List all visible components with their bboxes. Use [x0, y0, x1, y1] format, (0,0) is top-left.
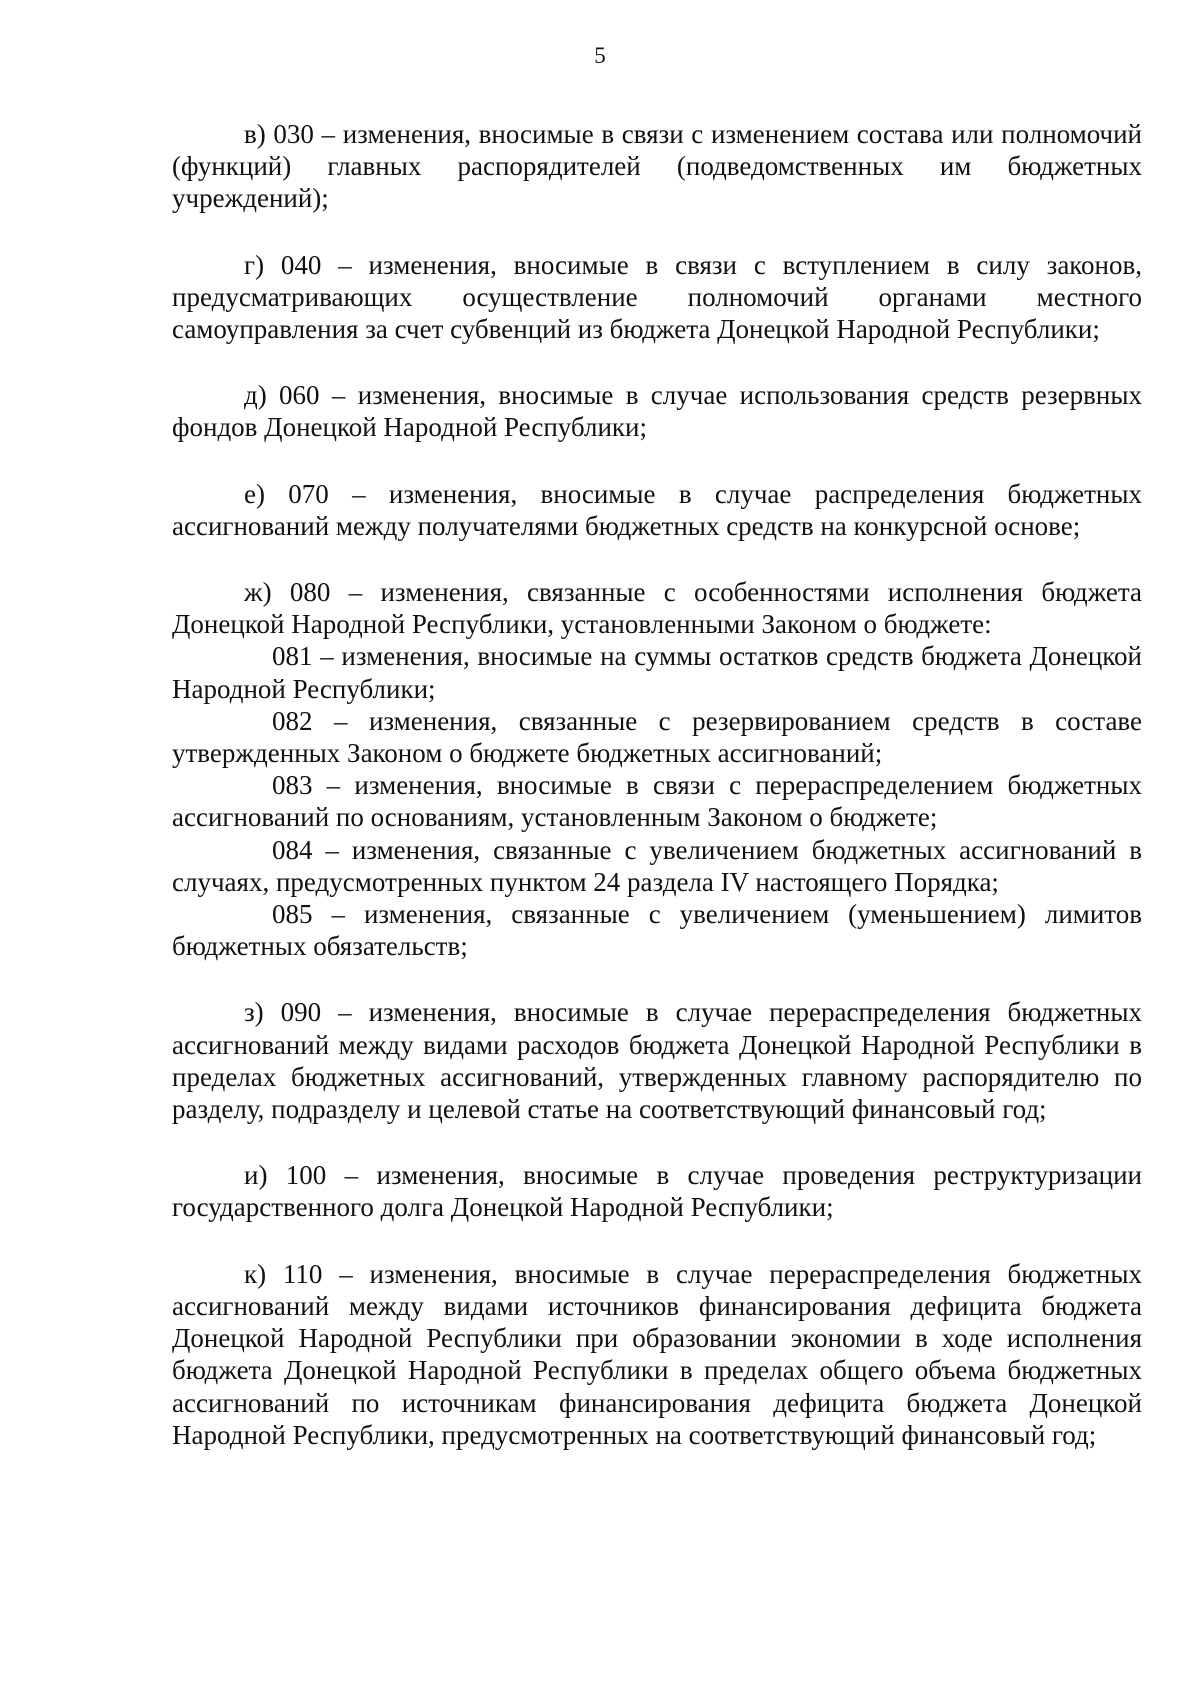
paragraph-070: е) 070 – изменения, вносимые в случае распределения бюджетных ассигнований между получателями бюджетных средств на конкурсной основе;	[172, 478, 1142, 541]
subparagraph-081: 081 – изменения, вносимые на суммы остатков средств бюджета Донецкой Народной Республики;	[172, 641, 1142, 704]
paragraph-090: з) 090 – изменения, вносимые в случае перераспределения бюджетных ассигнований между видами расходов бюджета Донецкой Народной Республики в пределах бюджетных ассигнований, утвержденных главному распорядителю по разделу, подразделу и целевой статье на соответствующий финансовый год;	[172, 997, 1142, 1125]
paragraph-100: и) 100 – изменения, вносимые в случае проведения реструктуризации государственного долга Донецкой Народной Республики;	[172, 1160, 1142, 1223]
subparagraph-085: 085 – изменения, связанные с увеличением (уменьшением) лимитов бюджетных обязательств;	[172, 899, 1142, 962]
subparagraph-083: 083 – изменения, вносимые в связи с перераспределением бюджетных ассигнований по основаниям, установленным Законом о бюджете;	[172, 770, 1142, 833]
paragraph-110: к) 110 – изменения, вносимые в случае перераспределения бюджетных ассигнований между видами источников финансирования дефицита бюджета Донецкой Народной Республики при образовании экономии в ходе исполнения бюджета Донецкой Народной Республики в пределах общего объема бюджетных ассигнований по источникам финансирования дефицита бюджета Донецкой Народной Республики, предусмотренных на соответствующий финансовый год;	[172, 1258, 1142, 1450]
paragraph-030: в) 030 – изменения, вносимые в связи с изменением состава или полномочий (функций) главных распорядителей (подведомственных им бюджетных учреждений);	[172, 119, 1142, 214]
subparagraph-082: 082 – изменения, связанные с резервированием средств в составе утвержденных Законом о бюджете бюджетных ассигнований;	[172, 705, 1142, 769]
subparagraph-084: 084 – изменения, связанные с увеличением бюджетных ассигнований в случаях, предусмотренных пунктом 24 раздела IV настоящего Порядка;	[172, 834, 1142, 897]
paragraph-080: ж) 080 – изменения, связанные с особенностями исполнения бюджета Донецкой Народной Республики, установленными Законом о бюджете:	[172, 577, 1142, 640]
paragraph-060: д) 060 – изменения, вносимые в случае использования средств резервных фондов Донецкой Народной Республики;	[172, 380, 1142, 443]
paragraph-040: г) 040 – изменения, вносимые в связи с вступлением в силу законов, предусматривающих осуществление полномочий органами местного самоуправления за счет субвенций из бюджета Донецкой Народной Республики;	[172, 249, 1142, 345]
document-body	[172, 118, 1142, 1451]
page-number: 5	[594, 43, 606, 68]
